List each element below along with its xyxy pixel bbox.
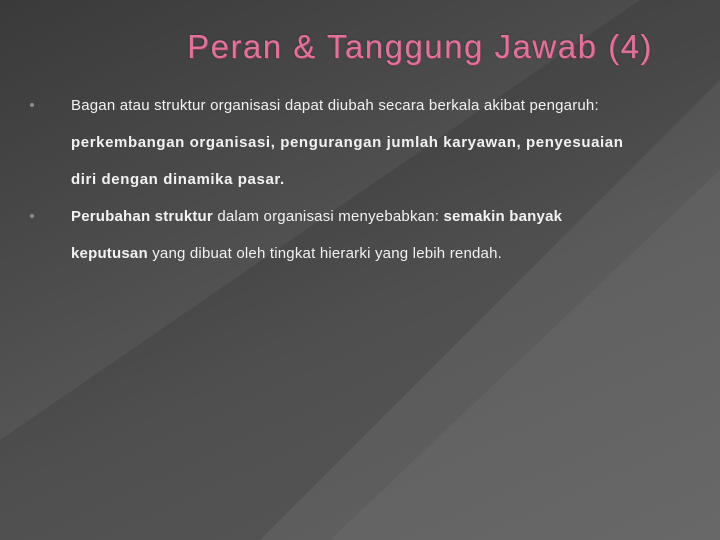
text-segment: diri dengan dinamika pasar. — [71, 171, 285, 188]
bullet-marker-icon — [30, 103, 34, 107]
text-segment: yang dibuat oleh tingkat hierarki yang lebih rendah. — [147, 245, 502, 262]
bullet-marker-icon — [30, 214, 34, 218]
text-segment: dalam organisasi menyebabkan: — [212, 208, 444, 225]
text-segment-bold: semakin banyak — [443, 208, 563, 225]
slide-title: Peran & Tanggung Jawab (4) — [187, 28, 653, 65]
text-segment: perkembangan organisasi, pengurangan jumlah karyawan, penyesuaian — [71, 134, 624, 151]
text-segment-bold: keputusan — [71, 245, 148, 262]
bullet-line — [71, 207, 700, 226]
bullet-item — [30, 207, 700, 263]
bullet-line — [71, 244, 700, 263]
text-segment: Bagan atau struktur organisasi dapat diubah secara berkala akibat pengaruh: — [71, 97, 599, 114]
bullet-line — [71, 133, 700, 152]
bullet-line — [71, 96, 700, 115]
text-segment-bold: Perubahan struktur — [71, 208, 213, 225]
bullet-list — [30, 96, 700, 281]
bullet-item — [30, 96, 700, 189]
bullet-line — [71, 170, 700, 189]
